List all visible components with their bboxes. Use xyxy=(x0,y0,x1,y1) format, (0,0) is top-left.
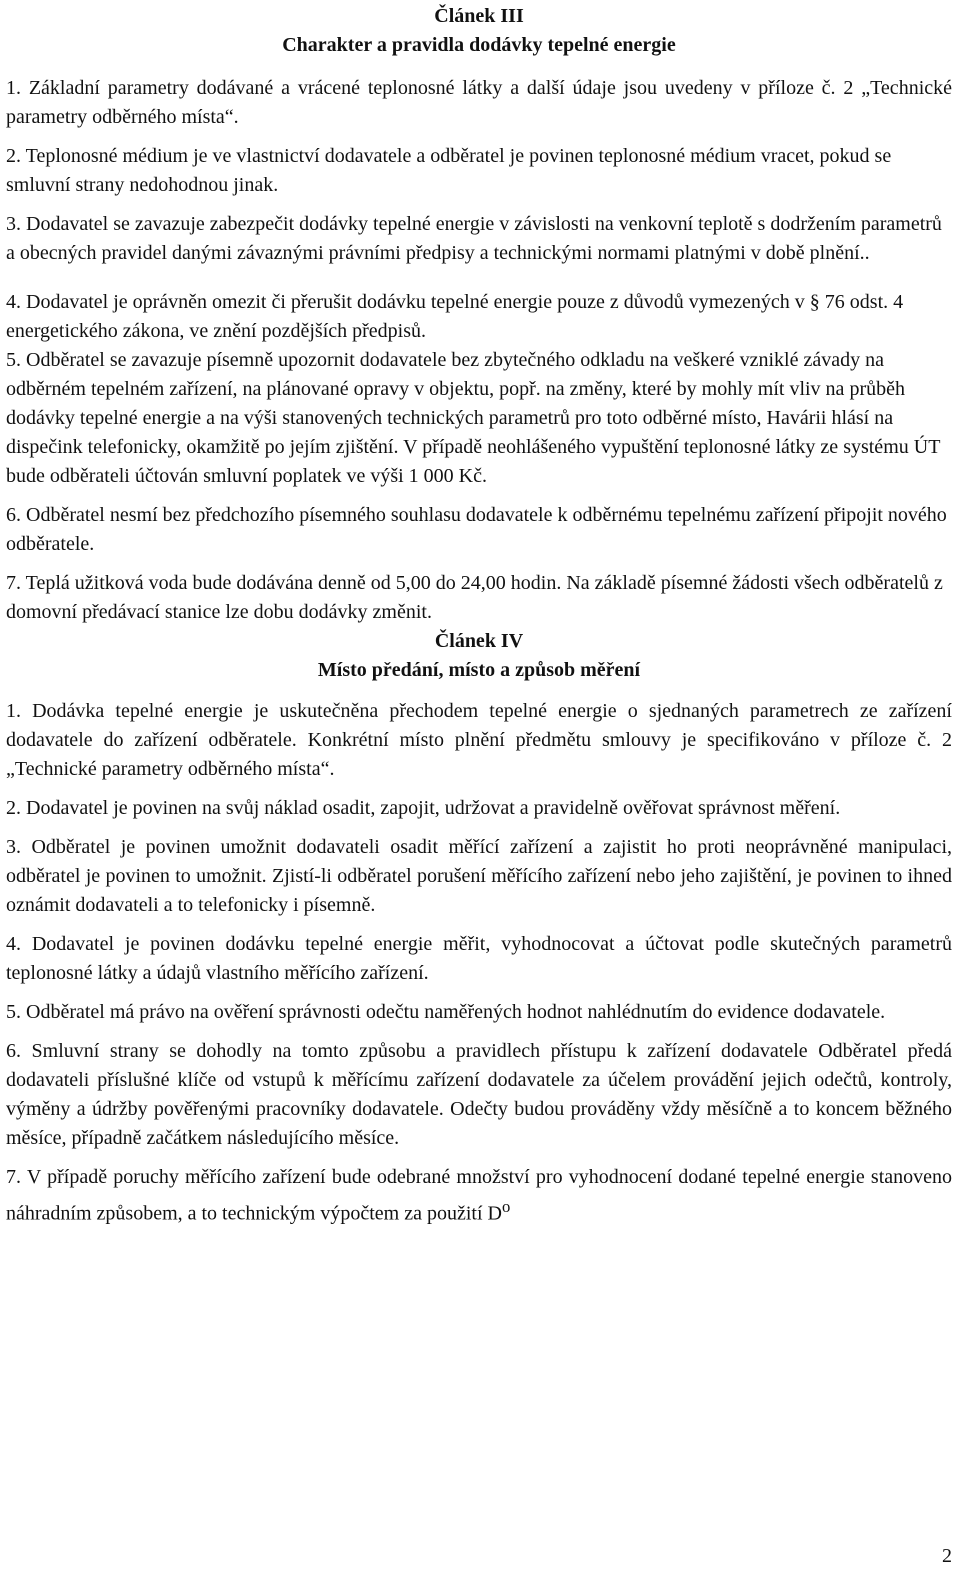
article-4-paragraph-7 xyxy=(6,1163,952,1229)
article-4-paragraph-7-text: 7. V případě poruchy měřícího zařízení bude odebrané množství pro vyhodnocení dodané tepelné energie stanoveno náhradním způsobem, a to technickým výpočtem za použití D xyxy=(6,1166,952,1225)
article-3-paragraph-1: 1. Základní parametry dodávané a vrácené teplonosné látky a další údaje jsou uvedeny v příloze č. 2 „Technické parametry odběrného místa“. xyxy=(6,77,952,128)
article-3-subtitle: Charakter a pravidla dodávky tepelné energie xyxy=(282,34,676,56)
article-4-subtitle: Místo předání, místo a způsob měření xyxy=(317,659,641,681)
article-3-title: Článek III xyxy=(434,5,524,27)
article-3-paragraph-5: 5. Odběratel se zavazuje písemně upozornit dodavatele bez zbytečného odkladu na veškeré vzniklé závady na odběrném tepelném zařízení, na plánované opravy v objektu, popř. na změny, které by mohly mít vliv na průběh dodávky tepelné energie a na výši stanovených technických parametrů pro toto odběrné místo, Havárii hlásí na dispečink telefonicky, okamžitě po jejím zjištění. V případě neohlášeného vypuštění teplonosné látky ze systému ÚT bude odběrateli účtován smluvní poplatek ve výši 1 000 Kč. xyxy=(6,349,941,487)
article-3-paragraph-4: 4. Dodavatel je oprávněn omezit či přerušit dodávku tepelné energie pouze z důvodů vymezených v § 76 odst. 4 energetického zákona, ve znění pozdějších předpisů. xyxy=(6,291,904,342)
article-3-paragraph-6: 6. Odběratel nesmí bez předchozího písemného souhlasu dodavatele k odběrnému tepelnému zařízení připojit nového odběratele. xyxy=(6,504,947,555)
article-4-title: Článek IV xyxy=(434,630,524,652)
article-4-paragraph-6: 6. Smluvní strany se dohodly na tomto způsobu a pravidlech přístupu k zařízení dodavatele Odběratel předá dodavateli příslušné klíče od vstupů k měřícímu zařízení dodavatele za účelem provádění jejich odečtů, kontroly, výměny a údržby pověřenými pracovníky dodavatele. Odečty budou prováděny vždy měsíčně a to koncem běžného měsíce, případně začátkem následujícího měsíce. xyxy=(6,1040,952,1149)
article-4-paragraph-3: 3. Odběratel je povinen umožnit dodavateli osadit měřící zařízení a zajistit ho proti neoprávněné manipulaci, odběratel je povinen to umožnit. Zjistí-li odběratel porušení měřícího zařízení nebo jeho zajištění, je povinen to ihned oznámit dodavateli a to telefonicky i písemně. xyxy=(6,836,952,916)
article-4-paragraph-2: 2. Dodavatel je povinen na svůj náklad osadit, zapojit, udržovat a pravidelně ověřovat správnost měření. xyxy=(6,797,841,819)
page-number: 2 xyxy=(942,1545,952,1567)
article-4-paragraph-1: 1. Dodávka tepelné energie je uskutečněna přechodem tepelné energie o sjednaných parametrech ze zařízení dodavatele do zařízení odběratele. Konkrétní místo plnění předmětu smlouvy je specifikováno v příloze č. 2 „Technické parametry odběrného místa“. xyxy=(6,700,952,780)
article-4-paragraph-4: 4. Dodavatel je povinen dodávku tepelné energie měřit, vyhodnocovat a účtovat podle skutečných parametrů teplonosné látky a údajů vlastního měřícího zařízení. xyxy=(6,933,952,984)
superscript-o: o xyxy=(501,1197,511,1216)
article-3-paragraph-7: 7. Teplá užitková voda bude dodávána denně od 5,00 do 24,00 hodin. Na základě písemné žádosti všech odběratelů z domovní předávací stanice lze dobu dodávky změnit. xyxy=(6,572,943,623)
article-3-paragraph-3: 3. Dodavatel se zavazuje zabezpečit dodávky tepelné energie v závislosti na venkovní teplotě s dodržením parametrů a obecných pravidel danými závaznými právními předpisy a technickými normami platnými v době plnění.. xyxy=(6,213,942,264)
document-page xyxy=(6,0,952,1229)
article-4-paragraph-5: 5. Odběratel má právo na ověření správnosti odečtu naměřených hodnot nahlédnutím do evidence dodavatele. xyxy=(6,1001,886,1023)
article-3-paragraph-2: 2. Teplonosné médium je ve vlastnictví dodavatele a odběratel je povinen teplonosné médium vracet, pokud se smluvní strany nedohodnou jinak. xyxy=(6,145,892,196)
